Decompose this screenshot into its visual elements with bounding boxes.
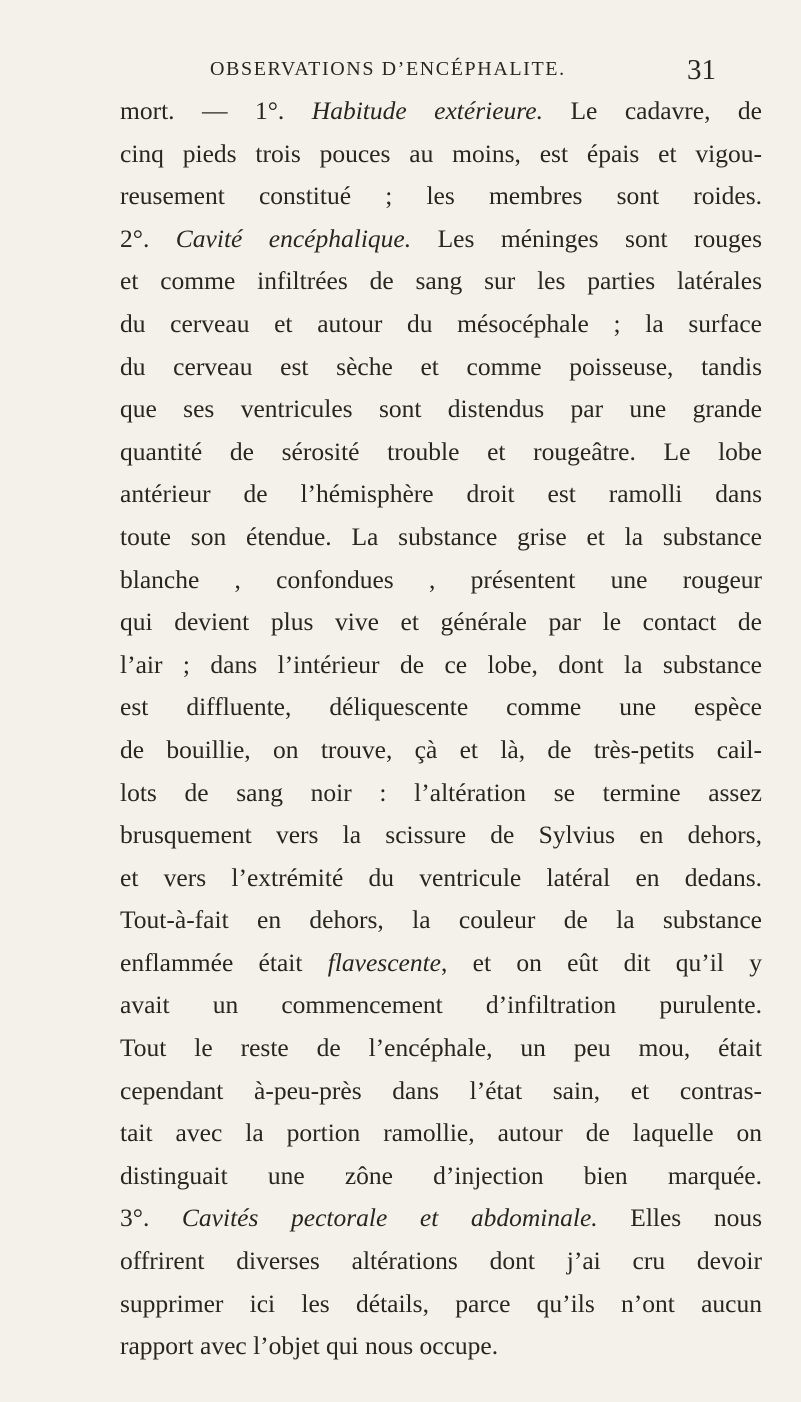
text-line: tait avec la portion ramollie, autour de laquelle on [120, 1118, 762, 1148]
text-line: Tout le reste de l’encéphale, un peu mou, était [120, 1033, 762, 1063]
text-line: offrirent diverses altérations dont j’ai cru devoir [120, 1246, 762, 1276]
text-line: avait un commencement d’infiltration purulente. [120, 990, 762, 1020]
text-line: et comme infiltrées de sang sur les parties latérales [120, 266, 762, 296]
text-line: toute son étendue. La substance grise et la substance [120, 521, 762, 551]
text-line: mort. — 1°. Habitude extérieure. Le cadavre, de [120, 96, 762, 125]
text-line: que ses ventricules sont distendus par une grande [120, 394, 762, 424]
running-head [210, 54, 730, 88]
text-line: cependant à-peu-près dans l’état sain, et contras- [120, 1075, 762, 1105]
text-line: et vers l’extrémité du ventricule latéral en dedans. [120, 862, 762, 892]
page-number: 31 [687, 54, 716, 86]
text-line: Tout-à-fait en dehors, la couleur de la substance [120, 905, 762, 935]
text-line: qui devient plus vive et générale par le contact de [120, 607, 762, 637]
text-line: enflammée était flavescente, et on eût dit qu’il y [120, 947, 762, 977]
text-line: rapport avec l’objet qui nous occupe. [120, 1331, 499, 1361]
text-line: 3°. Cavités pectorale et abdominale. Elles nous [120, 1203, 762, 1233]
text-line: lots de sang noir : l’altération se termine assez [120, 777, 762, 807]
body-text [120, 90, 762, 1368]
text-line: blanche , confondues , présentent une rougeur [120, 564, 762, 594]
text-line: du cerveau est sèche et comme poisseuse, tandis [120, 351, 762, 381]
text-line: 2°. Cavité encéphalique. Les méninges sont rouges [120, 223, 762, 253]
text-line: brusquement vers la scissure de Sylvius en dehors, [120, 820, 762, 850]
text-line: distinguait une zône d’injection bien marquée. [120, 1160, 762, 1190]
text-line: du cerveau et autour du mésocéphale ; la surface [120, 308, 762, 338]
text-line: de bouillie, on trouve, çà et là, de très-petits cail- [120, 734, 762, 764]
text-line: quantité de sérosité trouble et rougeâtre. Le lobe [120, 436, 762, 466]
text-line: l’air ; dans l’intérieur de ce lobe, dont la substance [120, 649, 762, 679]
text-line: reusement constitué ; les membres sont roides. [120, 181, 762, 211]
running-title: OBSERVATIONS D’ENCÉPHALITE. [210, 58, 566, 80]
text-line: cinq pieds trois pouces au moins, est épais et vigou- [120, 138, 762, 168]
text-line: est diffluente, déliquescente comme une espèce [120, 692, 762, 722]
text-line: antérieur de l’hémisphère droit est ramolli dans [120, 479, 762, 509]
text-line: supprimer ici les détails, parce qu’ils n’ont aucun [120, 1288, 762, 1318]
